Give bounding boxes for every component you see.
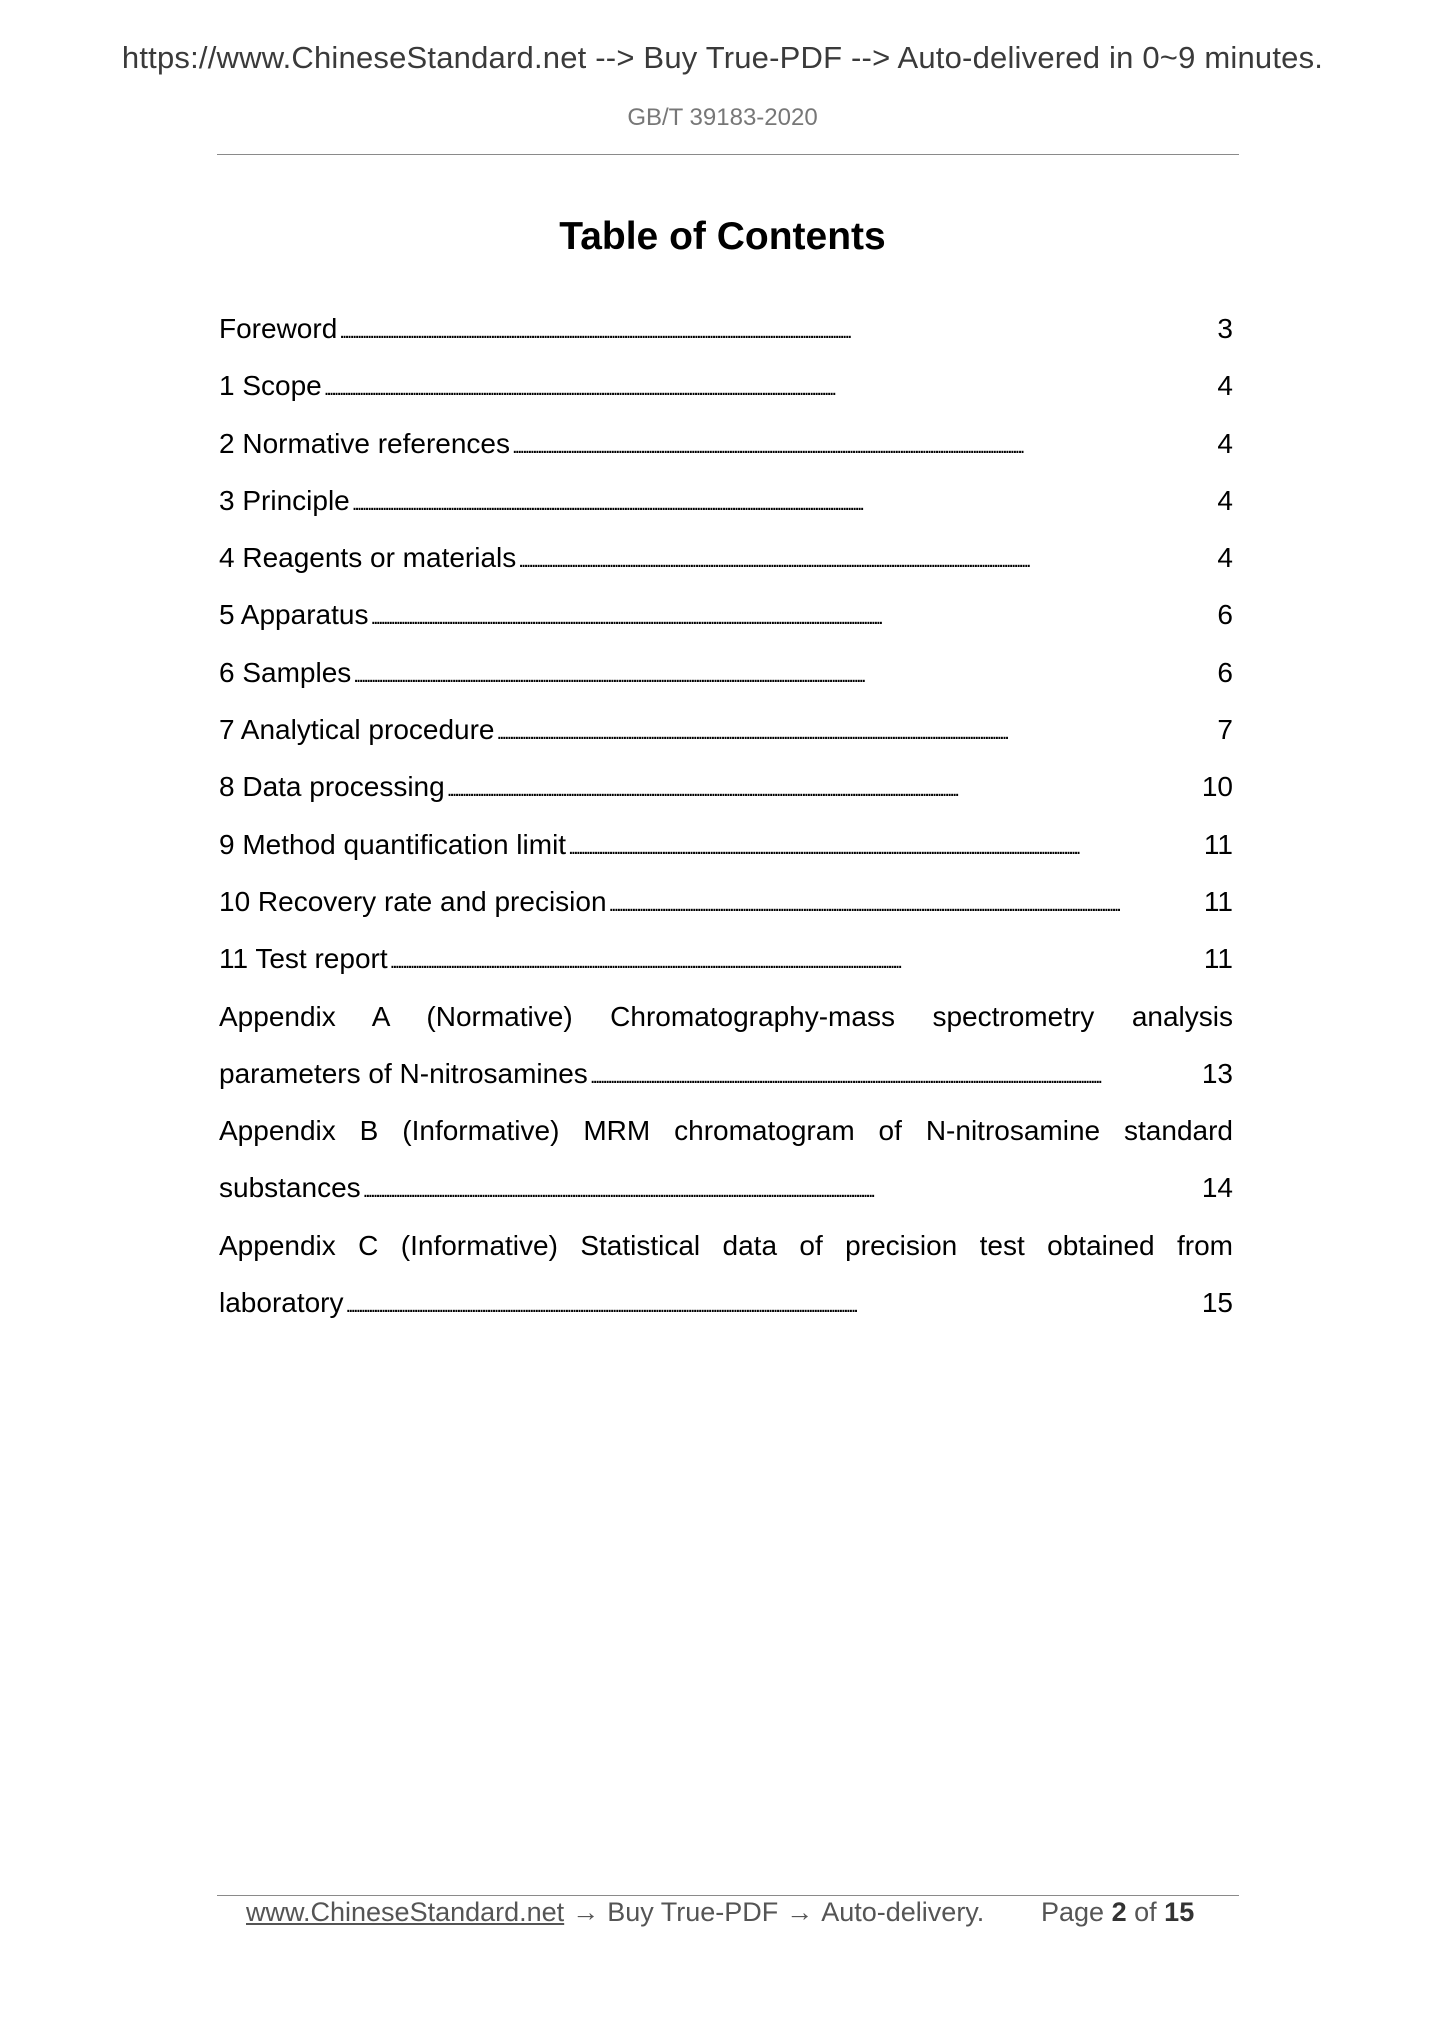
toc-entry-page: 11 xyxy=(1203,943,1233,975)
toc-entry-quantification-limit[interactable] xyxy=(219,816,1233,873)
toc-entry-page: 10 xyxy=(1201,771,1233,803)
dot-leader xyxy=(390,930,1200,987)
arrow-right-icon: → xyxy=(786,1897,814,1927)
toc-appendix-c-line1[interactable]: Appendix C (Informative) Statistical data of precision test obtained from xyxy=(219,1229,1233,1261)
toc-appendix-b-line2[interactable] xyxy=(219,1159,1233,1216)
toc-entry-label: Foreword xyxy=(219,313,338,344)
dot-leader xyxy=(497,701,1214,758)
document-code: GB/T 39183-2020 xyxy=(627,104,818,131)
toc-appendix-a-line2[interactable] xyxy=(219,1045,1233,1102)
toc-appendix-b-line1[interactable]: Appendix B (Informative) MRM chromatogram of N-nitrosamine standard xyxy=(219,1115,1233,1147)
toc-entry-page: 6 xyxy=(1217,599,1233,631)
dot-leader xyxy=(590,1045,1198,1102)
current-page-number: 2 xyxy=(1111,1897,1127,1927)
toc-entry-page: 4 xyxy=(1217,484,1233,516)
toc-entry-label: 2 Normative references xyxy=(219,427,511,459)
toc-entry-scope[interactable] xyxy=(219,357,1233,414)
dot-leader xyxy=(447,758,1198,815)
toc-entry-label: 9 Method quantification limit xyxy=(219,828,567,860)
toc-entry-label: 5 Apparatus xyxy=(219,599,369,631)
toc-entry-page: 4 xyxy=(1217,427,1233,459)
toc-entry-data-processing[interactable] xyxy=(219,758,1233,815)
toc-entry-page: 4 xyxy=(1217,542,1233,574)
toc-entry-foreword[interactable] xyxy=(219,300,1233,357)
dot-leader xyxy=(370,586,1213,643)
dot-leader xyxy=(353,644,1213,701)
toc-entry-page: 7 xyxy=(1217,714,1233,746)
dot-leader xyxy=(324,357,1214,414)
toc-entry-label: substances xyxy=(219,1172,361,1204)
toc-appendix-c-line2[interactable] xyxy=(219,1274,1233,1331)
toc-entry-label: 10 Recovery rate and precision xyxy=(219,885,607,917)
toc-entry-page: 4 xyxy=(1217,370,1233,402)
dot-leader xyxy=(518,529,1213,586)
dot-leader xyxy=(346,1274,1198,1331)
toc-entry-page: 6 xyxy=(1217,656,1233,688)
top-banner[interactable]: https://www.ChineseStandard.net --> Buy True-PDF --> Auto-delivered in 0~9 minutes. xyxy=(121,40,1324,75)
toc-entry-apparatus[interactable] xyxy=(219,586,1233,643)
toc-entry-page: 13 xyxy=(1201,1057,1233,1089)
dot-leader xyxy=(363,1159,1198,1216)
dot-leader xyxy=(339,300,1213,357)
dot-leader xyxy=(568,816,1200,873)
toc-entry-label: 11 Test report xyxy=(219,943,388,975)
toc-entry-label: 3 Principle xyxy=(219,484,350,516)
dot-leader xyxy=(352,472,1214,529)
footer-delivery-text: Auto-delivery. xyxy=(821,1897,985,1927)
arrow-right-icon: → xyxy=(572,1897,600,1927)
page-indicator xyxy=(1041,1897,1194,1928)
header-divider xyxy=(217,154,1239,155)
toc-entry-samples[interactable] xyxy=(219,644,1233,701)
page-title: Table of Contents xyxy=(559,215,886,258)
toc-entry-page: 11 xyxy=(1203,885,1233,917)
page-footer xyxy=(246,1897,1195,1928)
total-pages-number: 15 xyxy=(1164,1897,1195,1927)
table-of-contents xyxy=(219,300,1233,1331)
toc-entry-label: 4 Reagents or materials xyxy=(219,542,517,574)
toc-entry-page: 15 xyxy=(1201,1287,1233,1319)
toc-entry-reagents[interactable] xyxy=(219,529,1233,586)
dot-leader xyxy=(512,415,1213,472)
of-word: of xyxy=(1134,1897,1157,1927)
footer-divider xyxy=(217,1895,1239,1896)
toc-entry-analytical-procedure[interactable] xyxy=(219,701,1233,758)
toc-entry-label: 8 Data processing xyxy=(219,771,445,803)
toc-entry-label: laboratory xyxy=(219,1287,344,1319)
toc-entry-principle[interactable] xyxy=(219,472,1233,529)
toc-appendix-a-line1[interactable]: Appendix A (Normative) Chromatography-mass spectrometry analysis xyxy=(219,1000,1233,1032)
toc-entry-page: 14 xyxy=(1201,1172,1233,1204)
footer-buy-text: Buy True-PDF xyxy=(607,1897,779,1927)
page-word: Page xyxy=(1041,1897,1105,1927)
toc-entry-page: 11 xyxy=(1203,828,1233,860)
toc-entry-test-report[interactable] xyxy=(219,930,1233,987)
toc-entry-label: 1 Scope xyxy=(219,370,322,402)
toc-entry-normative-references[interactable] xyxy=(219,415,1233,472)
toc-entry-recovery-rate[interactable] xyxy=(219,873,1233,930)
toc-entry-label: 6 Samples xyxy=(219,656,352,688)
dot-leader xyxy=(609,873,1200,930)
footer-site-link[interactable]: www.ChineseStandard.net xyxy=(246,1897,565,1927)
toc-entry-label: parameters of N-nitrosamines xyxy=(219,1057,588,1089)
toc-entry-label: 7 Analytical procedure xyxy=(219,714,495,746)
toc-entry-page: 3 xyxy=(1217,313,1233,344)
